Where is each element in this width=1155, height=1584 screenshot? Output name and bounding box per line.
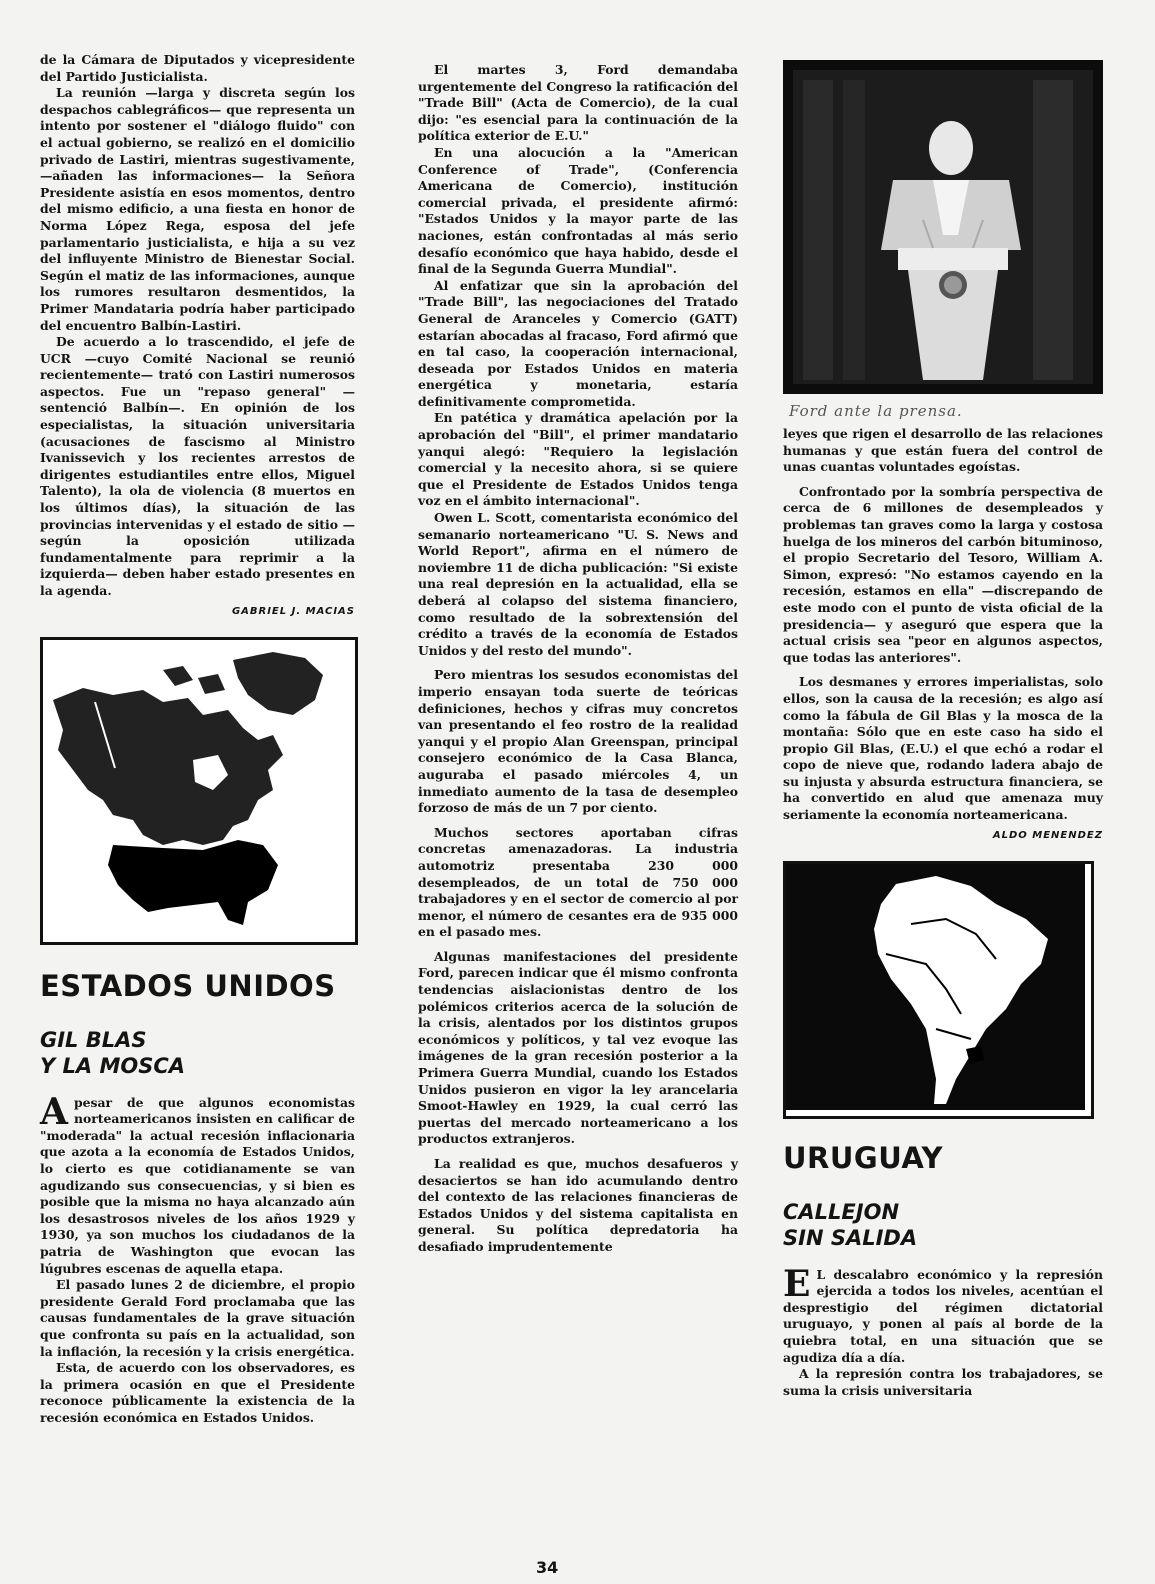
drop-cap: A xyxy=(40,1090,68,1133)
article-paragraph: La realidad es que, muchos desafueros y desaciertos se han ido acumulando dentro del contexto de las relaciones financieras de Estados Unidos y del sistema capitalista en general. Su política depredatoria ha desafiado imprudentemente xyxy=(418,1156,738,1254)
article-paragraph: Al enfatizar que sin la aprobación del "Trade Bill", las negociaciones del Tratado General de Aranceles y Comercio (GATT) estarían abocadas al fracaso, Ford afirmó que en tal caso, la cooperación internacional, deseada por Estados Unidos en materia energética y monetaria, estaría definitivamente comprometida. xyxy=(418,277,738,409)
article-paragraph: La reunión —larga y discreta según los despachos cablegráficos— que representa un intento por sostener el "diálogo fluido" con el actual gobierno, se realizó en el domicilio privado de Lastiri, mientras sugestivamente, —añaden las informaciones— la Señora Presidente asistía en esos momentos, dentro del mismo edificio, a una fiesta en honor de Norma López Rega, esposa del jefe parlamentario justicialista, e hija a su vez del influyente Ministro de Bienestar Social. Según el matiz de las informaciones, aunque los rumores resultaron desmentidos, la Primer Mandataria podría haber participado del encuentro Balbín-Lastiri. xyxy=(40,85,355,333)
headline-line: Y LA MOSCA xyxy=(40,1053,186,1078)
headline-line: CALLEJON xyxy=(783,1199,900,1224)
article-paragraph: De acuerdo a lo trascendido, el jefe de UCR —cuyo Comité Nacional se reunió recientemente— trató con Lastiri numerosos aspectos. Fue un "repaso general" —sentenció Balbín—. En opinión de los especialistas, la situación universitaria (acusaciones de fascismo al Ministro Ivanissevich y los recientes arrestos de dirigentes estudiantiles entre ellos, Miguel Talento), la ola de violencia (8 muertos en los últimos días), la situación de las provincias intervenidas y el estado de sitio —según la oposición utilizada fundamentalmente para reprimir a la izquierda— deben haber estado presentes en la agenda. xyxy=(40,334,355,598)
article-paragraph: Owen L. Scott, comentarista económico del semanario norteamericano "U. S. News and World Report", afirma en el número de noviembre 11 de dicha publicación: "Si existe una real depresión en la actualidad, ella se deberá al colapso del sistema financiero, como resultado de la sobrextensión del crédito a través de la economía de Estados Unidos y del resto del mundo". xyxy=(418,510,738,658)
article-paragraph: El pasado lunes 2 de diciembre, el propio presidente Gerald Ford proclamaba que las causas fundamentales de la grave situación que confronta su país en la actualidad, son la inflación, la recesión y la crisis energética. xyxy=(40,1277,355,1359)
lead-paragraph xyxy=(783,1262,1103,1367)
photo-caption: Ford ante la prensa. xyxy=(789,402,963,420)
section-country-title: ESTADOS UNIDOS xyxy=(40,968,336,1003)
byline-macias: GABRIEL J. MACIAS xyxy=(231,605,355,617)
column-2 xyxy=(418,62,738,1256)
article-paragraph: Esta, de acuerdo con los observadores, es la primera ocasión en que el Presidente reconoce públicamente la existencia de la recesión económica en Estados Unidos. xyxy=(40,1360,355,1425)
article-paragraph: leyes que rigen el desarrollo de las relaciones humanas y que están fuera del control de unas cuantas voluntades egoístas. xyxy=(783,426,1103,475)
lead-paragraph xyxy=(40,1090,355,1278)
article-paragraph: Muchos sectores aportaban cifras concretas amenazadoras. La industria automotriz presentaba 230 000 desempleados, de un total de 750 000 trabajadores y en el sector de comercio al por menor, el número de cesantes era de 935 000 en el pasado mes. xyxy=(418,824,738,940)
ford-at-podium-photo-icon xyxy=(783,60,1103,394)
drop-cap: E xyxy=(783,1262,811,1305)
column-1 xyxy=(40,52,355,1426)
ford-press-photo xyxy=(783,60,1103,394)
article-headline xyxy=(40,1027,355,1079)
section-country-title: URUGUAY xyxy=(783,1140,944,1175)
byline-menendez: ALDO MENENDEZ xyxy=(992,829,1103,841)
headline-line: SIN SALIDA xyxy=(783,1225,918,1250)
south-america-map-icon xyxy=(786,864,1085,1110)
north-america-map-icon xyxy=(43,640,349,936)
north-america-map xyxy=(40,637,358,945)
lead-text: L descalabro económico y la represión ejercida a todos los niveles, acentúan el desprestigio del régimen dictatorial uruguayo, y ponen al país al borde de la quiebra total, en una situación que se agudiza día a día. xyxy=(783,1266,1103,1365)
lead-text: pesar de que algunos economistas norteamericanos insisten en calificar de "moderada" la actual recesión inflacionaria que azota a la economía de Estados Unidos, lo cierto es que cotidianamente se van agudizando sus consecuencias, y si bien es posible que la misma no haya alcanzado aún los desastrosos niveles de los años 1929 y 1930, ya son muchos los ciudadanos de la patria de Washington que evocan las lúgubres escenas de aquella etapa. xyxy=(40,1094,355,1276)
article-paragraph: Los desmanes y errores imperialistas, solo ellos, son la causa de la recesión; es algo así como la fábula de Gil Blas y la mosca de la montaña: Sólo que en este caso ha sido el propio Gil Blas, (E.U.) el que echó a rodar el copo de nieve que, rodando ladera abajo de su injusta y absurda estructura financiera, se ha convertido en alud que amenaza muy seriamente la economía norteamericana. xyxy=(783,674,1103,823)
column-3 xyxy=(783,60,1103,1399)
south-america-map xyxy=(783,861,1094,1119)
article-paragraph: A la represión contra los trabajadores, se suma la crisis universitaria xyxy=(783,1366,1103,1398)
headline-line: GIL BLAS xyxy=(40,1027,147,1052)
article-paragraph: En patética y dramática apelación por la aprobación del "Bill", el primer mandatario yanqui alegó: "Requiero la legislación comercial y la necesito ahora, si se quiere que el Presidente de Estados Unidos tenga voz en el ámbito internacional". xyxy=(418,410,738,509)
article-paragraph: El martes 3, Ford demandaba urgentemente del Congreso la ratificación del "Trade Bill" (Acta de Comercio), de la cual dijo: "es esencial para la continuación de la política exterior de E.U." xyxy=(418,62,738,144)
article-paragraph: Pero mientras los sesudos economistas del imperio ensayan toda suerte de teóricas definiciones, hechos y cifras muy concretos van presentando el feo rostro de la realidad yanqui y el propio Alan Greenspan, principal consejero económico de la Casa Blanca, auguraba el pasado miércoles 4, un inmediato aumento de la tasa de desempleo forzoso de más de un 7 por ciento. xyxy=(418,667,738,816)
article-paragraph: de la Cámara de Diputados y vicepresidente del Partido Justicialista. xyxy=(40,52,355,84)
article-headline xyxy=(783,1199,1103,1251)
page-number: 34 xyxy=(536,1558,559,1577)
article-paragraph: Confrontado por la sombría perspectiva de cerca de 6 millones de desempleados y problemas tan graves como la larga y costosa huelga de los mineros del carbón bituminoso, el propio Secretario del Tesoro, William A. Simon, expresó: "No estamos cayendo en la recesión, estamos en ella" —discrepando de este modo con el punto de vista oficial de la presidencia— y aseguró que espera que la actual crisis sea "peor en algunos aspectos, que todas las anteriores". xyxy=(783,483,1103,665)
article-paragraph: Algunas manifestaciones del presidente Ford, parecen indicar que él mismo confronta tendencias aislacionistas dentro de los polémicos criterios acerca de la solución de la crisis, alentados por los distintos grupos económicos y políticos, y tal vez evoque las imágenes de la gran recesión posterior a la Primera Guerra Mundial, cuando los Estados Unidos pusieron en vigor la ley arancelaria Smoot-Hawley en 1929, la cual cerró las puertas del mercado norteamericano a los productos extranjeros. xyxy=(418,948,738,1147)
article-paragraph: En una alocución a la "American Conference of Trade", (Conferencia Americana de Comercio), institución comercial privada, el presidente afirmó: "Estados Unidos y la mayor parte de las naciones, están confrontadas al más serio desafío económico que haya habido, desde el final de la Segunda Guerra Mundial". xyxy=(418,144,738,277)
